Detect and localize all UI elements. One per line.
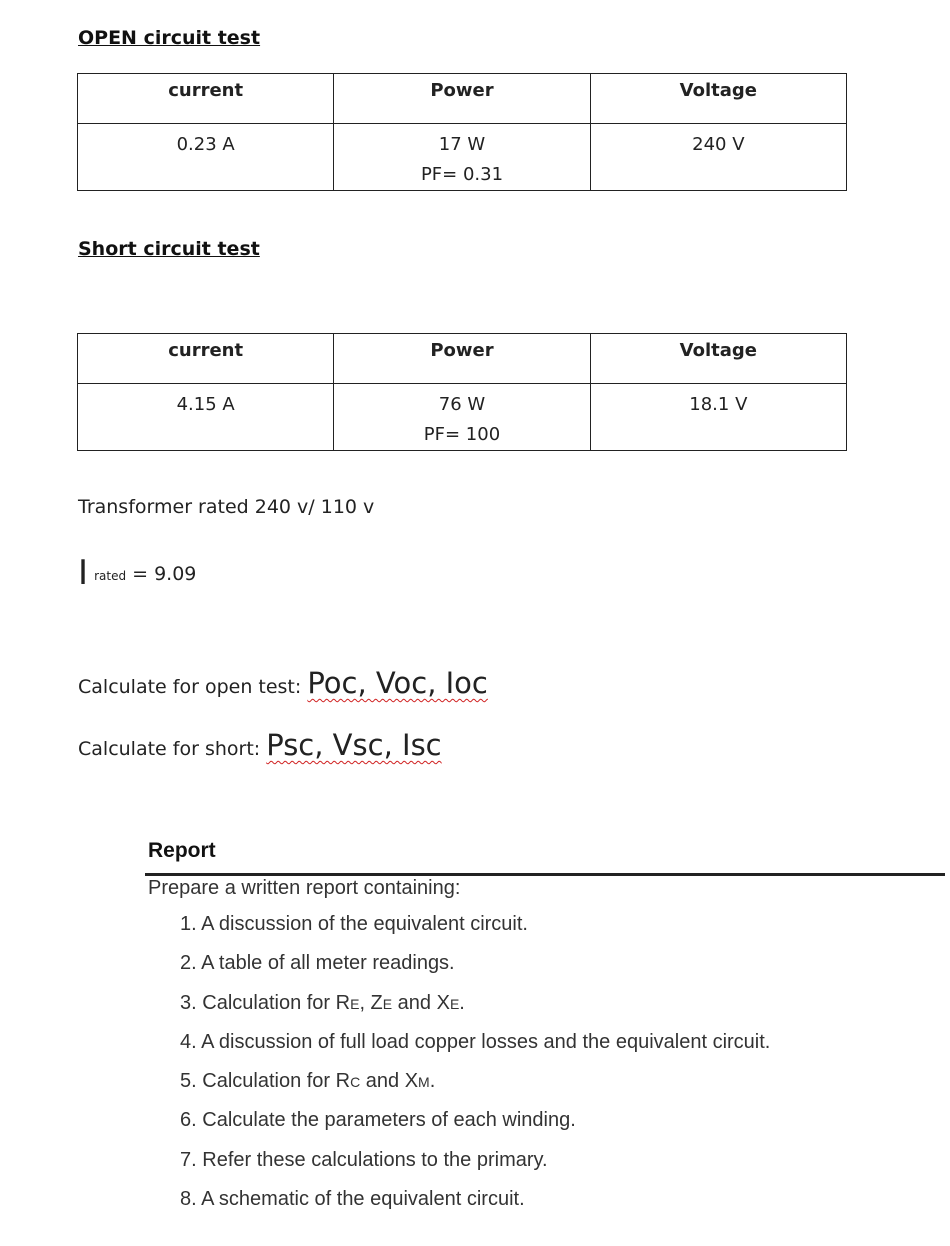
- list-item: [180, 1070, 770, 1109]
- rated-current-symbol: I: [78, 553, 89, 593]
- table-header-row: [78, 74, 847, 124]
- rated-current-subscript: rated: [94, 569, 127, 583]
- list-item-number: 1.: [180, 913, 197, 935]
- report-intro: Prepare a written report containing:: [148, 877, 461, 899]
- report-list: [180, 913, 770, 1227]
- rated-current-value: = 9.09: [132, 563, 197, 585]
- list-item: [180, 1149, 770, 1188]
- short-current-value: 4.15 A: [78, 384, 334, 451]
- subscript: E: [350, 995, 360, 1012]
- list-item-number: 5.: [180, 1070, 197, 1093]
- short-power-cell: [334, 384, 590, 451]
- list-item: [180, 1188, 770, 1227]
- calc-short-quantities: Psc, Vsc, Isc: [266, 728, 442, 762]
- header-current: current: [78, 74, 334, 124]
- list-item: [180, 1109, 770, 1148]
- list-item-text: A discussion of the equivalent circuit.: [201, 913, 528, 935]
- table-row: [78, 384, 847, 451]
- rated-current: [78, 553, 197, 593]
- open-power-value: 17 W: [438, 134, 486, 155]
- text-part: Calculation for R: [202, 991, 351, 1014]
- header-current: current: [78, 334, 334, 384]
- list-item-text: [202, 992, 465, 1014]
- open-voltage-value: 240 V: [590, 124, 846, 191]
- calc-short-label: Calculate for short:: [78, 738, 261, 760]
- text-part: .: [429, 1070, 436, 1093]
- header-voltage: Voltage: [590, 74, 846, 124]
- table-row: [78, 124, 847, 191]
- list-item: [180, 952, 770, 991]
- list-item-text: Refer these calculations to the primary.: [202, 1148, 548, 1171]
- open-pf-value: PF= 0.31: [420, 164, 504, 185]
- text-part: and X: [392, 991, 450, 1014]
- list-item-number: 8.: [180, 1188, 197, 1211]
- list-item-number: 7.: [180, 1148, 197, 1171]
- subscript: E: [449, 995, 460, 1012]
- text-part: .: [459, 991, 465, 1014]
- short-power-value: 76 W: [438, 394, 486, 415]
- calc-short-line: [78, 728, 442, 762]
- list-item: [180, 913, 770, 952]
- subscript: E: [382, 995, 393, 1012]
- list-item-text: A schematic of the equivalent circuit.: [201, 1188, 525, 1211]
- short-test-title: Short circuit test: [78, 238, 260, 260]
- short-pf-value: PF= 100: [423, 424, 501, 445]
- list-item-text: [202, 1070, 435, 1092]
- transformer-rating: Transformer rated 240 v/ 110 v: [78, 496, 375, 518]
- text-part: Calculation for R: [202, 1070, 351, 1093]
- list-item-text: A table of all meter readings.: [201, 952, 455, 975]
- table-header-row: [78, 334, 847, 384]
- subscript: C: [350, 1074, 361, 1091]
- short-voltage-value: 18.1 V: [590, 384, 846, 451]
- header-power: Power: [334, 74, 590, 124]
- report-divider: [145, 873, 945, 876]
- short-test-table: [77, 333, 847, 451]
- text-part: and X: [360, 1070, 419, 1093]
- calc-open-quantities: Poc, Voc, Ioc: [307, 666, 488, 700]
- list-item: [180, 992, 770, 1031]
- list-item-number: 3.: [180, 991, 197, 1014]
- list-item: [180, 1031, 770, 1070]
- text-part: , Z: [359, 991, 383, 1014]
- list-item-number: 4.: [180, 1030, 197, 1053]
- report-title: Report: [148, 839, 216, 862]
- open-power-cell: [334, 124, 590, 191]
- open-test-title: OPEN circuit test: [78, 27, 261, 49]
- subscript: M: [418, 1074, 430, 1091]
- calc-open-line: [78, 666, 488, 700]
- calc-open-label: Calculate for open test:: [78, 676, 302, 698]
- header-power: Power: [334, 334, 590, 384]
- open-current-value: 0.23 A: [78, 124, 334, 191]
- list-item-number: 2.: [180, 952, 197, 975]
- list-item-text: A discussion of full load copper losses and the equivalent circuit.: [201, 1030, 771, 1053]
- list-item-text: Calculate the parameters of each winding.: [202, 1109, 576, 1132]
- open-test-table: [77, 73, 847, 191]
- list-item-number: 6.: [180, 1109, 197, 1132]
- header-voltage: Voltage: [590, 334, 846, 384]
